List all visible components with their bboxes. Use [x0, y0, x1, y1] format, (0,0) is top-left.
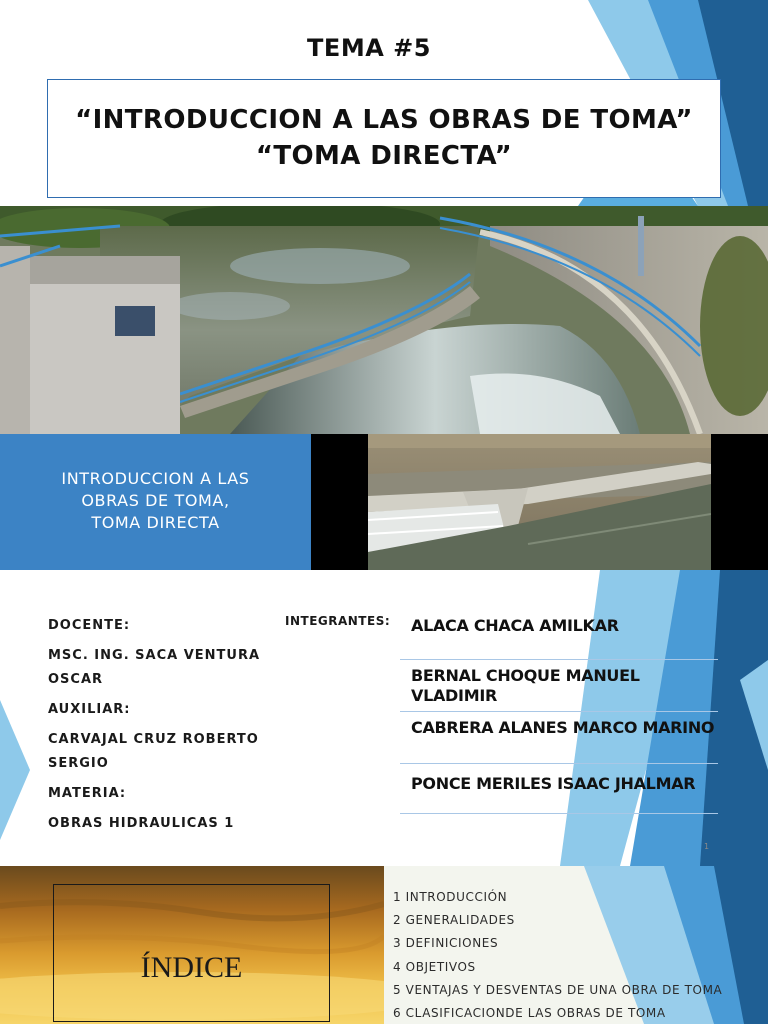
page-number: 1: [704, 842, 710, 851]
materia-label: MATERIA:: [48, 786, 127, 801]
dam-photo: [0, 206, 768, 434]
docente-label: DOCENTE:: [48, 618, 131, 633]
index-item: 3 DEFINICIONES: [393, 936, 499, 951]
index-item: 5 VENTAJAS Y DESVENTAS DE UNA OBRA DE TOMA: [393, 982, 723, 997]
index-item: 1 INTRODUCCIÓN: [393, 890, 508, 904]
index-title: ÍNDICE: [140, 951, 243, 984]
spillway-photo-illustration: [368, 434, 711, 570]
member-item: BERNAL CHOQUE MANUEL VLADIMIR: [400, 660, 718, 712]
subtitle-line-3: TOMA DIRECTA: [91, 513, 220, 532]
slide-title: [0, 0, 768, 206]
index-item: 2 GENERALIDADES: [393, 913, 515, 928]
title-box: [47, 79, 721, 198]
auxiliar-name: CARVAJAL CRUZ ROBERTO SERGIO: [48, 732, 259, 771]
member-item: PONCE MERILES ISAAC JHALMAR: [400, 764, 718, 814]
topic-number: TEMA #5: [307, 34, 431, 62]
course-info: [48, 614, 288, 842]
subtitle-line-1: INTRODUCCION A LAS: [61, 469, 250, 488]
member-item: CABRERA ALANES MARCO MARINO: [400, 712, 718, 764]
materia-name: OBRAS HIDRAULICAS 1: [48, 816, 235, 831]
member-item: ALACA CHACA AMILKAR: [400, 606, 718, 660]
title-line-1: “INTRODUCCION A LAS OBRAS DE TOMA”: [75, 105, 693, 135]
spillway-photo: [368, 434, 711, 570]
index-title-box: [53, 884, 330, 1022]
slide-subtitle: [0, 434, 768, 570]
subtitle-line-2: OBRAS DE TOMA,: [81, 491, 230, 510]
slide-credits: [0, 570, 768, 866]
dam-photo-illustration: [0, 206, 768, 434]
auxiliar-label: AUXILIAR:: [48, 702, 131, 717]
index-item: 6 CLASIFICACIONDE LAS OBRAS DE TOMA: [393, 1006, 666, 1021]
subtitle-panel: [0, 434, 311, 570]
members-list: [400, 606, 718, 814]
title-line-2: “TOMA DIRECTA”: [255, 141, 513, 171]
integrantes-label: INTEGRANTES:: [285, 614, 391, 628]
docente-name: MSC. ING. SACA VENTURA OSCAR: [48, 648, 261, 687]
index-list: [393, 886, 768, 1024]
index-item: 4 OBJETIVOS: [393, 959, 476, 974]
slide-index: [0, 866, 768, 1024]
